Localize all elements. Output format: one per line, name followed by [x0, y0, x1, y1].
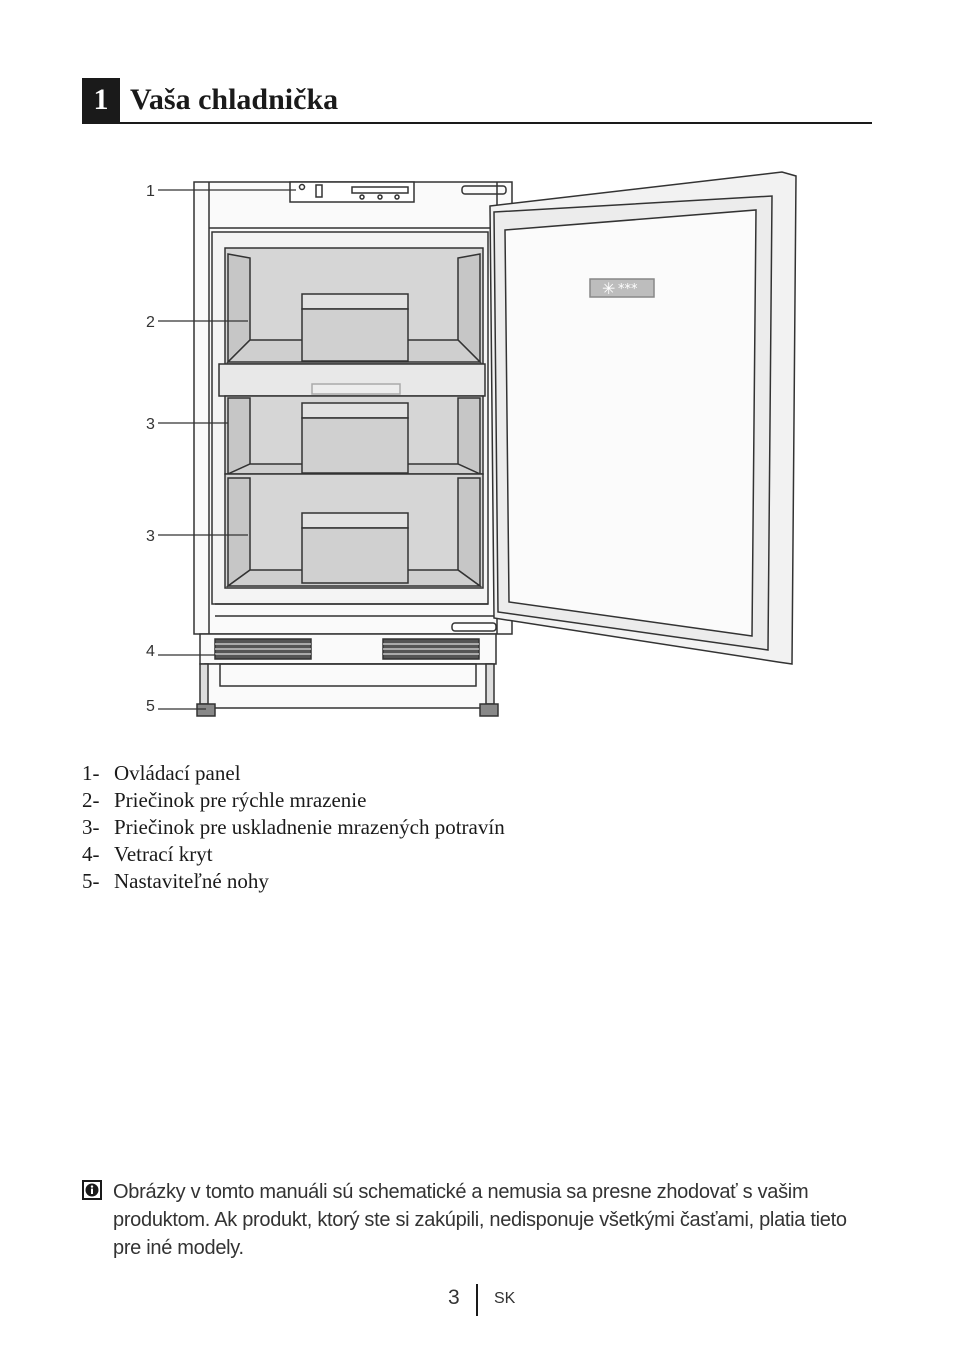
svg-text:✳: ✳	[602, 279, 616, 298]
legend-text: Vetrací kryt	[114, 842, 213, 866]
diagram-callouts	[146, 183, 155, 715]
legend-text: Nastaviteľné nohy	[114, 869, 269, 893]
callout-2: 2	[146, 314, 155, 331]
callout-5: 5	[146, 698, 155, 715]
section-title: Vaša chladnička	[130, 83, 339, 116]
legend-item	[82, 760, 505, 787]
callout-1: 1	[146, 183, 155, 200]
legend-text: Priečinok pre uskladnenie mrazených potravín	[114, 815, 505, 839]
legend-item	[82, 814, 505, 841]
legend-text: Ovládací panel	[114, 761, 241, 785]
legend-text: Priečinok pre rýchle mrazenie	[114, 788, 367, 812]
legend-item	[82, 841, 505, 868]
legend-num: 1-	[82, 761, 100, 785]
section-heading	[82, 78, 872, 124]
svg-text:***: ***	[618, 282, 638, 297]
freezer-diagram	[0, 160, 954, 730]
page-footer	[0, 1282, 954, 1318]
legend-item	[82, 787, 505, 814]
legend-num: 2-	[82, 788, 100, 812]
page-number: 3	[448, 1286, 460, 1309]
footer-divider	[476, 1284, 478, 1316]
info-icon	[82, 1180, 102, 1200]
language-code: SK	[494, 1290, 516, 1307]
section-number: 1	[82, 78, 120, 122]
note-text: Obrázky v tomto manuáli sú schematické a nemusia sa presne zhodovať s vašim produktom. Ak produkt, ktorý ste si zakúpili, nedisponuje všetkými časťami, platia tieto pre iné modely.	[113, 1181, 847, 1259]
parts-legend	[82, 760, 505, 895]
legend-num: 5-	[82, 869, 100, 893]
callout-4: 4	[146, 643, 155, 660]
callout-3a: 3	[146, 416, 155, 433]
legend-num: 3-	[82, 815, 100, 839]
callout-3b: 3	[146, 528, 155, 545]
legend-item	[82, 868, 505, 895]
legend-num: 4-	[82, 842, 100, 866]
